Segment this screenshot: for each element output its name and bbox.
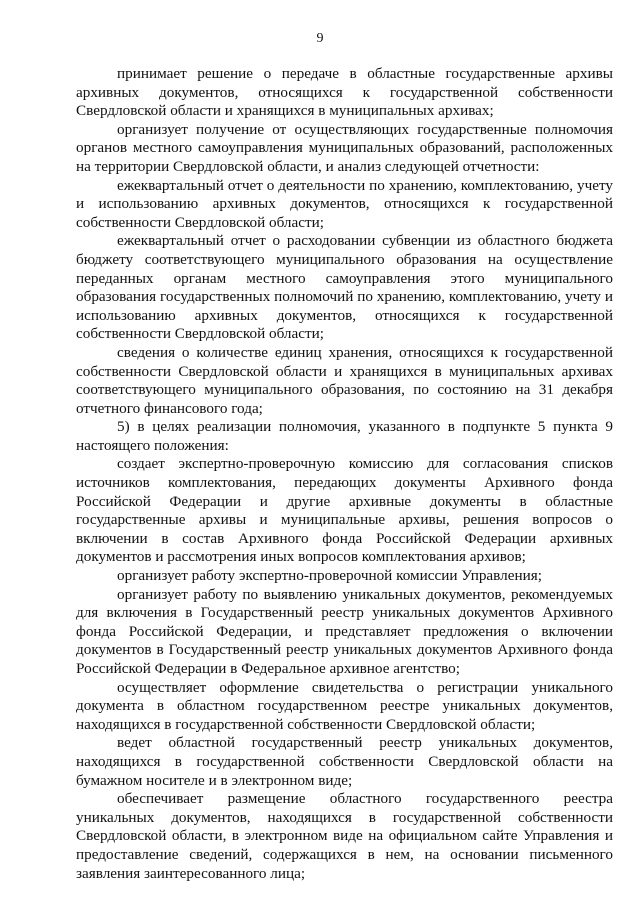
paragraph: организует работу экспертно-проверочной комиссии Управления;: [117, 567, 542, 585]
page-number: 9: [316, 31, 324, 46]
paragraph: ежеквартальный отчет о деятельности по хранению, комплектованию, учету и использованию архивных документов, относящихся к государственной собственности Свердловской области;: [76, 176, 613, 231]
paragraph: организует получение от осуществляющих государственные полномочия органов местного самоуправления муниципальных образований, расположенных на территории Свердловской области, и анализ следующей отчетности:: [76, 120, 613, 175]
paragraph: обеспечивает размещение областного государственного реестра уникальных документов, находящихся в государственной собственности Свердловской области, в электронном виде на официальном сайте Управления и предоставление сведений, содержащихся в нем, на основании письменного заявления заинтересованного лица;: [76, 790, 613, 882]
document-body: [76, 65, 613, 883]
paragraph: ведет областной государственный реестр уникальных документов, находящихся в государственной собственности Свердловской области на бумажном носителе и в электронном виде;: [76, 734, 613, 789]
paragraph: ежеквартальный отчет о расходовании субвенции из областного бюджета бюджету соответствующего муниципального образования на осуществление переданных органам местного самоуправления этого муниципального образования государственных полномочий по хранению, комплектованию, учету и использованию архивных документов, относящихся к государственной собственности Свердловской области;: [76, 232, 613, 343]
paragraph: 5) в целях реализации полномочия, указанного в подпункте 5 пункта 9 настоящего положения:: [76, 418, 613, 454]
paragraph: осуществляет оформление свидетельства о регистрации уникального документа в областном государственном реестре уникальных документов, находящихся в государственной собственности Свердловской области;: [76, 678, 613, 733]
paragraph: сведения о количестве единиц хранения, относящихся к государственной собственности Свердловской области и хранящихся в муниципальных архивах соответствующего муниципального образования, по состоянию на 31 декабря отчетного финансового года;: [76, 343, 613, 417]
paragraph: создает экспертно-проверочную комиссию для согласования списков источников комплектования, передающих документы Архивного фонда Российской Федерации и другие архивные документы в областные государственные архивы и муниципальные архивы, решения вопросов о включении в состав Архивного фонда Российской Федерации архивных документов и рассмотрения иных вопросов комплектования архивов;: [76, 455, 613, 566]
paragraph: принимает решение о передаче в областные государственные архивы архивных документов, относящихся к государственной собственности Свердловской области и хранящихся в муниципальных архивах;: [76, 65, 613, 120]
paragraph: организует работу по выявлению уникальных документов, рекомендуемых для включения в Государственный реестр уникальных документов Архивного фонда Российской Федерации, и представляет предложения о включении документов в Государственный реестр уникальных документов Архивного фонда Российской Федерации в Федеральное архивное агентство;: [76, 585, 613, 677]
